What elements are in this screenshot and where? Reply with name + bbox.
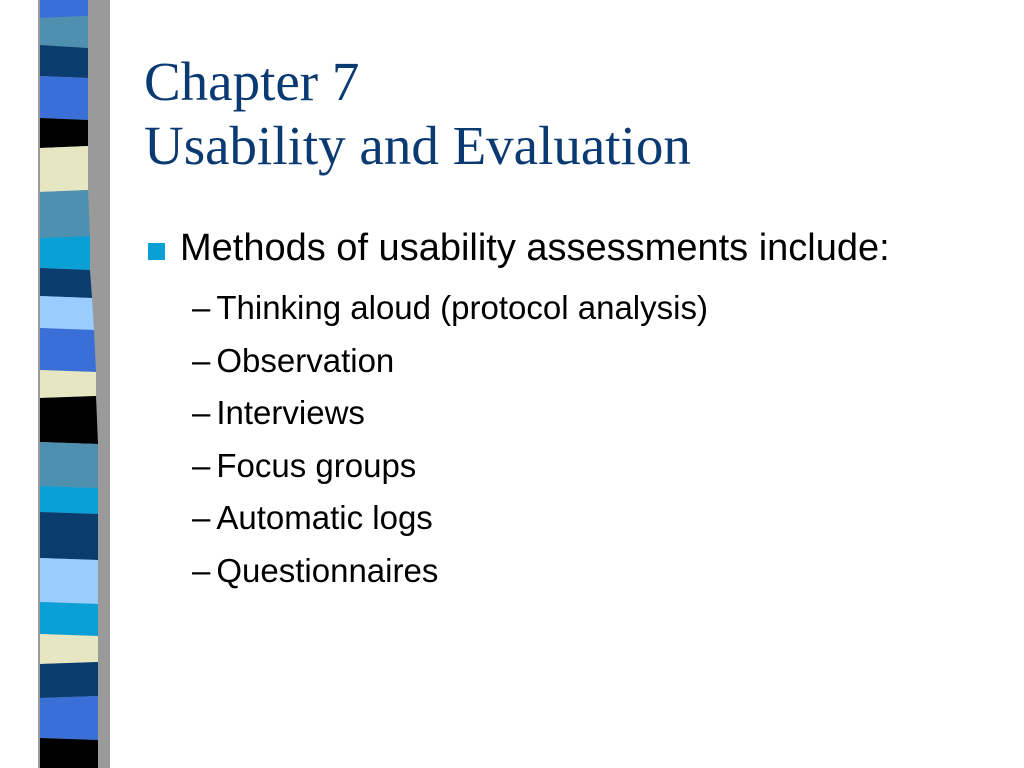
sub-bullet-item [192, 492, 988, 545]
square-bullet-icon [148, 243, 165, 260]
dash-marker: – [192, 341, 211, 379]
stripe-block [40, 16, 88, 48]
sub-bullet-item [192, 335, 988, 388]
bullet-text: Methods of usability assessments include: [180, 227, 890, 269]
stripe-block [40, 76, 88, 120]
stripe-block [40, 486, 98, 514]
sub-bullet-text: Questionnaires [216, 551, 439, 589]
sub-bullet-item [192, 440, 988, 493]
stripe-block [40, 296, 94, 330]
stripe-block [40, 442, 98, 488]
stripe-block [40, 328, 96, 372]
sub-bullet-item [192, 545, 988, 598]
dash-marker: – [192, 446, 211, 484]
slide-body [148, 224, 988, 597]
sub-bullet-text: Thinking aloud (protocol analysis) [216, 289, 708, 326]
stripe-block [40, 45, 88, 78]
sub-bullet-text: Focus groups [216, 446, 417, 484]
title-line-1: Chapter 7 [144, 51, 360, 112]
stripe-block [40, 696, 98, 740]
bullet-item [148, 224, 988, 272]
title-line-2: Usability and Evaluation [144, 115, 691, 176]
stripe-block [40, 602, 98, 636]
sub-bullet-text: Automatic logs [216, 499, 433, 536]
stripe-block [40, 396, 98, 444]
stripe-block [40, 146, 88, 192]
sub-bullet-text: Interviews [216, 394, 365, 431]
sub-bullet-list [148, 282, 988, 597]
dash-marker: – [192, 551, 211, 589]
slide-title [144, 50, 691, 178]
dash-marker: – [192, 289, 211, 326]
stripe-block [40, 558, 98, 604]
stripe-block [40, 190, 90, 238]
stripe-block [40, 118, 88, 148]
stripe-block [40, 236, 90, 270]
sub-bullet-text: Observation [216, 341, 395, 379]
stripe-block [40, 634, 98, 664]
dash-marker: – [192, 394, 211, 431]
sub-bullet-item [192, 282, 988, 335]
dash-marker: – [192, 499, 211, 536]
sub-bullet-item [192, 387, 988, 440]
stripe-block [40, 268, 92, 298]
stripe-block [40, 512, 98, 560]
stripe-block [40, 662, 98, 698]
stripe-block [40, 738, 98, 768]
stripe-block [40, 0, 88, 18]
stripe-block [40, 370, 96, 398]
